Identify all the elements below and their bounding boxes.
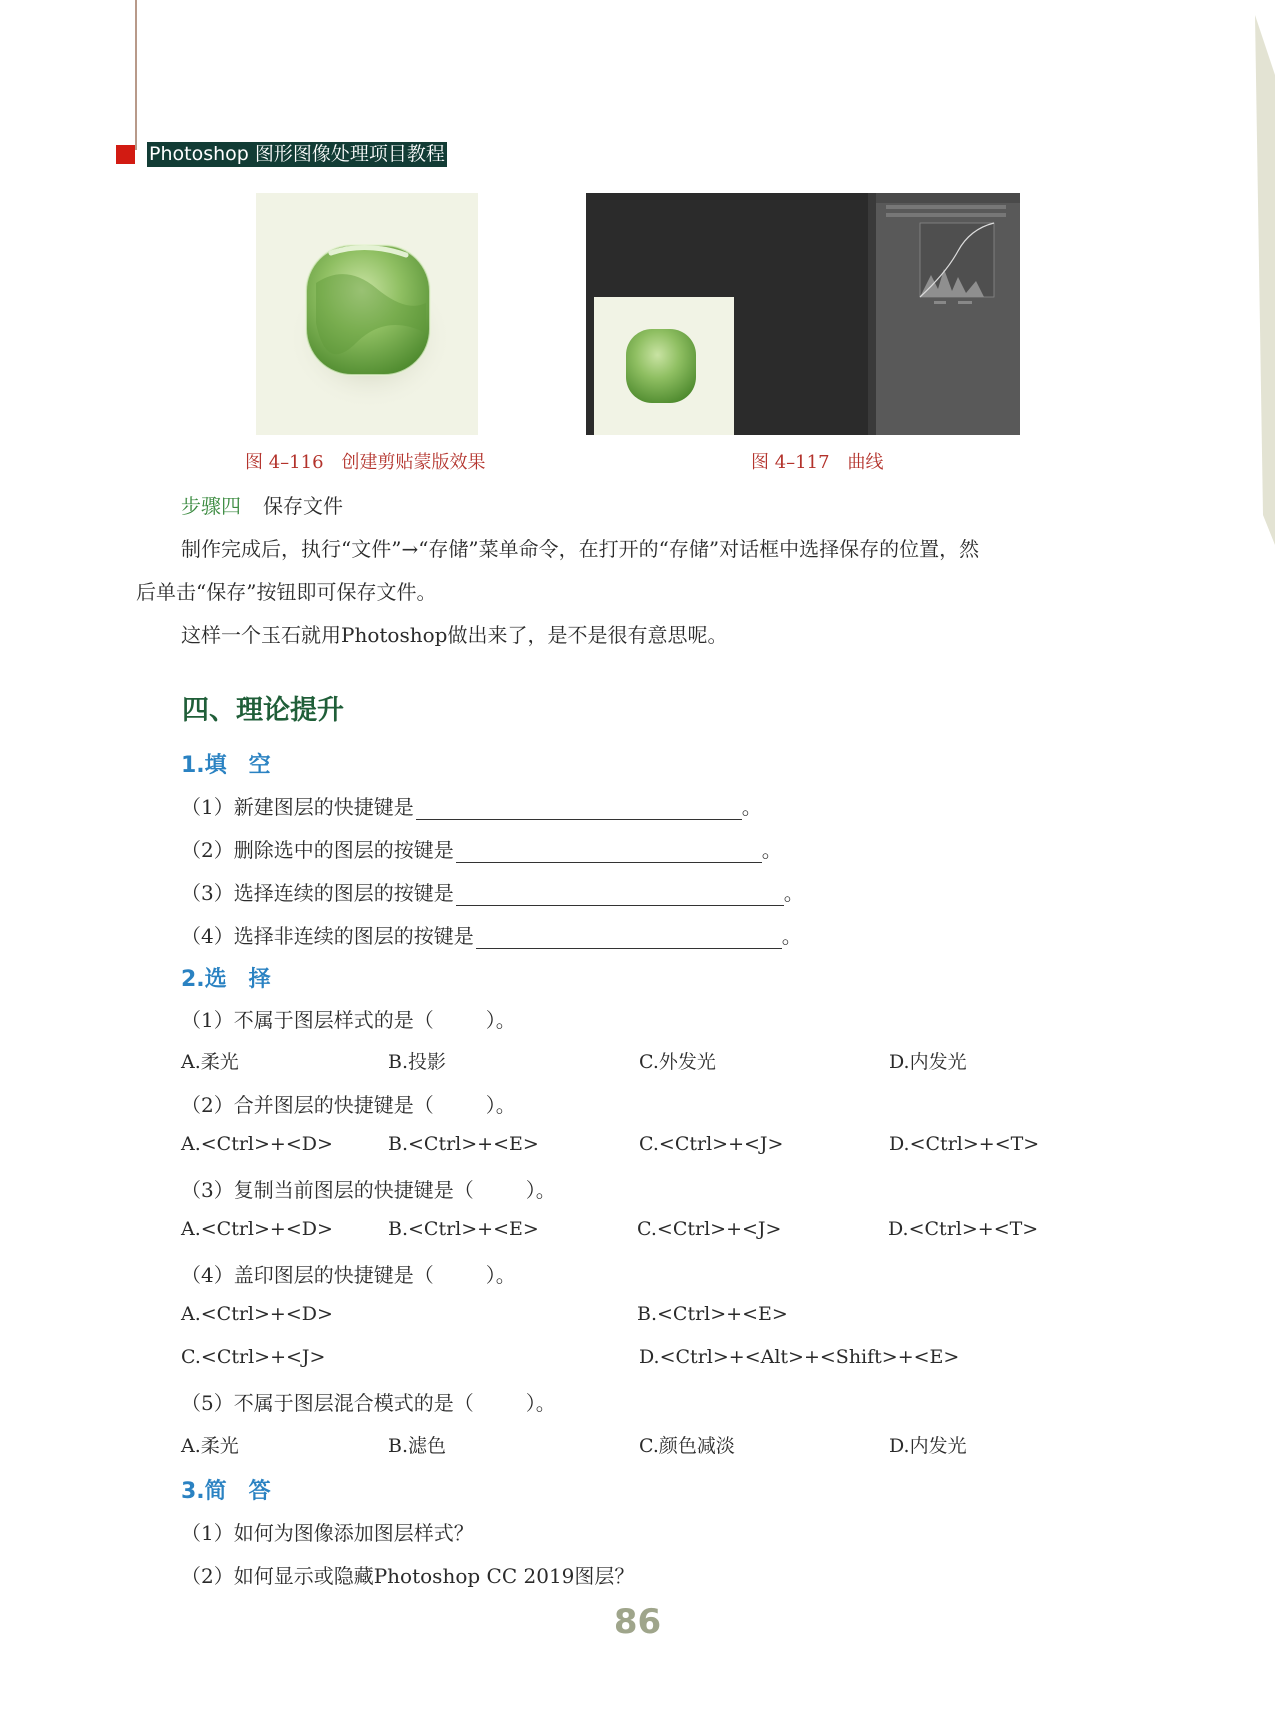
- option-a[interactable]: A.<Ctrl>+<D>: [181, 1218, 333, 1240]
- fill-question: [181, 791, 762, 820]
- option-d[interactable]: D.<Ctrl>+<T>: [889, 1133, 1040, 1155]
- figure-caption: 图 4–117 曲线: [751, 452, 884, 473]
- option-c[interactable]: C.外发光: [639, 1051, 716, 1073]
- subsection-heading: 1.填 空: [181, 753, 271, 778]
- step-heading: [181, 490, 343, 519]
- question-text: （4）盖印图层的快捷键是（: [181, 1263, 434, 1287]
- step-label: 步骤四: [181, 494, 241, 518]
- choice-question: [181, 1259, 516, 1288]
- paren-close: ）。: [525, 1391, 556, 1415]
- step-title: 保存文件: [263, 494, 343, 518]
- fill-question: [181, 920, 802, 949]
- question-text: （5）不属于图层混合模式的是（: [181, 1391, 474, 1415]
- option-c[interactable]: C.颜色减淡: [639, 1435, 735, 1457]
- question-text: （3）复制当前图层的快捷键是（: [181, 1178, 474, 1202]
- paren-close: ）。: [485, 1093, 516, 1117]
- option-c[interactable]: C.<Ctrl>+<J>: [181, 1346, 326, 1368]
- option-a[interactable]: A.<Ctrl>+<D>: [181, 1303, 333, 1325]
- paragraph-line: 制作完成后，执行“文件”→“存储”菜单命令，在打开的“存储”对话框中选择保存的位置，然: [181, 537, 980, 561]
- choice-question: [181, 1174, 556, 1203]
- option-b[interactable]: B.<Ctrl>+<E>: [637, 1303, 788, 1325]
- option-b[interactable]: B.滤色: [388, 1435, 447, 1457]
- section-title: 四、理论提升: [182, 695, 344, 726]
- page-number: 86: [613, 1602, 662, 1642]
- question-text: （2）删除选中的图层的按键是: [181, 838, 454, 862]
- end-mark: 。: [783, 881, 804, 905]
- end-mark: 。: [761, 838, 782, 862]
- end-mark: 。: [741, 795, 762, 819]
- choice-question: [181, 1089, 516, 1118]
- option-d[interactable]: D.内发光: [889, 1435, 967, 1457]
- option-b[interactable]: B.<Ctrl>+<E>: [388, 1218, 539, 1240]
- option-d[interactable]: D.<Ctrl>+<Alt>+<Shift>+<E>: [639, 1346, 960, 1368]
- page-edge-decoration: [1255, 15, 1275, 545]
- short-question: （1）如何为图像添加图层样式？: [181, 1521, 474, 1545]
- question-text: （2）合并图层的快捷键是（: [181, 1093, 434, 1117]
- question-text: （4）选择非连续的图层的按键是: [181, 924, 474, 948]
- end-mark: 。: [781, 924, 802, 948]
- figure-caption: 图 4–116 创建剪贴蒙版效果: [245, 452, 486, 473]
- fill-question: [181, 834, 782, 863]
- paren-close: ）。: [525, 1178, 556, 1202]
- fill-question: [181, 877, 804, 906]
- subsection-heading: 2.选 择: [181, 967, 271, 992]
- option-b[interactable]: B.<Ctrl>+<E>: [388, 1133, 539, 1155]
- choice-question: [181, 1387, 556, 1416]
- question-text: （3）选择连续的图层的按键是: [181, 881, 454, 905]
- question-text: （1）新建图层的快捷键是: [181, 795, 414, 819]
- header-marker: [116, 145, 135, 164]
- choice-question: [181, 1004, 516, 1033]
- option-a[interactable]: A.<Ctrl>+<D>: [181, 1133, 333, 1155]
- paren-close: ）。: [485, 1008, 516, 1032]
- answer-blank[interactable]: [416, 799, 742, 820]
- margin-rule: [135, 0, 137, 150]
- option-d[interactable]: D.<Ctrl>+<T>: [888, 1218, 1039, 1240]
- paragraph-line: 后单击“保存”按钮即可保存文件。: [136, 580, 437, 604]
- option-c[interactable]: C.<Ctrl>+<J>: [639, 1133, 784, 1155]
- paren-close: ）。: [485, 1263, 516, 1287]
- running-header: Photoshop 图形图像处理项目教程: [149, 143, 445, 165]
- figure-curves-screenshot: [586, 193, 1020, 435]
- subsection-heading: 3.简 答: [181, 1479, 271, 1504]
- question-text: （1）不属于图层样式的是（: [181, 1008, 434, 1032]
- answer-blank[interactable]: [456, 885, 784, 906]
- option-c[interactable]: C.<Ctrl>+<J>: [637, 1218, 782, 1240]
- figure-jade-image: [256, 193, 478, 435]
- answer-blank[interactable]: [456, 842, 762, 863]
- answer-blank[interactable]: [476, 928, 782, 949]
- option-a[interactable]: A.柔光: [181, 1051, 239, 1073]
- paragraph: 这样一个玉石就用Photoshop做出来了，是不是很有意思呢。: [181, 623, 728, 647]
- option-a[interactable]: A.柔光: [181, 1435, 239, 1457]
- option-d[interactable]: D.内发光: [889, 1051, 967, 1073]
- option-b[interactable]: B.投影: [388, 1051, 447, 1073]
- short-question: （2）如何显示或隐藏Photoshop CC 2019图层？: [181, 1564, 635, 1588]
